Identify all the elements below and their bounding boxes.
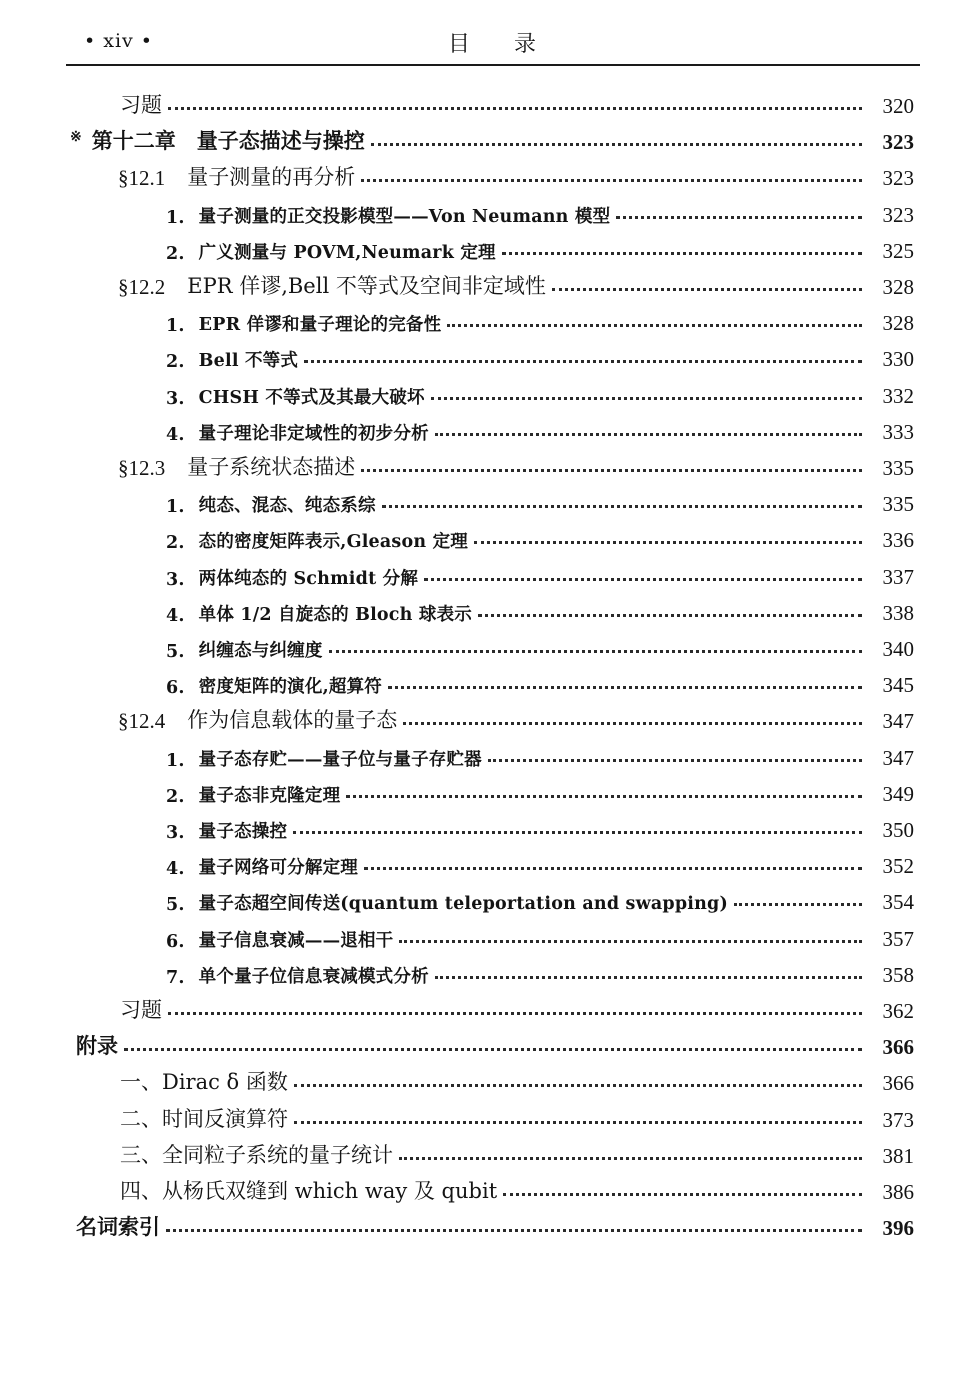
toc-entry-title: CHSH 不等式及其最大破坏	[198, 387, 425, 408]
toc-entry	[70, 121, 914, 155]
toc-entry-number: 4.	[166, 605, 185, 626]
toc-entry	[166, 845, 914, 879]
toc-entry-label	[118, 270, 546, 300]
toc-entry-page: 323	[882, 166, 914, 191]
dot-leader	[616, 216, 862, 219]
toc-entry-page: 335	[882, 492, 914, 517]
toc-entry	[166, 483, 914, 517]
toc-entry-label	[70, 125, 365, 155]
dot-leader	[502, 252, 862, 255]
toc-entry	[166, 302, 914, 336]
toc-entry-title: 态的密度矩阵表示,Gleason 定理	[198, 532, 468, 553]
toc-entry-page: 335	[882, 456, 914, 480]
toc-entry-page: 386	[882, 1180, 914, 1204]
toc-entry	[76, 1207, 914, 1241]
toc-entry-page: 347	[882, 745, 914, 770]
toc-entry	[120, 990, 914, 1024]
header-rule	[66, 64, 920, 66]
toc-entry-label	[166, 673, 382, 698]
toc-entry-page: 366	[882, 1035, 914, 1060]
dot-leader	[734, 903, 862, 906]
toc-entry-title: 量子态非克隆定理	[198, 785, 341, 806]
dot-leader	[488, 759, 862, 762]
toc-entry-page: 338	[882, 600, 914, 625]
toc-entry-title: 量子测量的再分析	[187, 165, 356, 190]
toc-entry-title: 量子系统状态描述	[187, 455, 356, 479]
toc-entry-title: 量子理论非定域性的初步分析	[198, 423, 429, 444]
toc-entry-page: 330	[882, 347, 914, 372]
toc-entry-label	[76, 1211, 160, 1241]
toc-entry-title: 附录	[76, 1033, 118, 1059]
toc-entry-page: 358	[882, 962, 914, 987]
toc-entry-page: 333	[882, 419, 914, 444]
dot-leader	[361, 469, 862, 472]
toc-entry-label	[166, 963, 429, 988]
toc-entry-page: 323	[882, 130, 914, 155]
dot-leader	[474, 541, 862, 544]
toc-entry-title: 量子态操控	[198, 822, 288, 842]
toc-entry-number: 2.	[166, 786, 185, 807]
toc-entry-label	[166, 818, 287, 843]
toc-entry	[166, 556, 914, 590]
toc-entry-title: 量子网络可分解定理	[198, 858, 358, 879]
toc-entry-number: §12.3	[118, 456, 166, 480]
dot-leader	[364, 867, 862, 870]
dot-leader	[403, 722, 862, 725]
toc-entry-title: 单体 1/2 自旋态的 Bloch 球表示	[198, 604, 472, 625]
toc-entry-page: 349	[882, 781, 914, 806]
dot-leader	[168, 1012, 862, 1015]
toc-entry-title: 两体纯态的 Schmidt 分解	[198, 568, 419, 589]
toc-entry-label	[166, 565, 418, 590]
dot-leader	[329, 650, 862, 653]
chapter-mark: ※	[70, 129, 82, 146]
toc-entry-number: 1.	[166, 207, 185, 228]
toc-entry-number: 2.	[166, 533, 185, 554]
toc-entry	[166, 338, 914, 372]
toc-entry-label	[166, 601, 472, 626]
dot-leader	[168, 107, 862, 110]
page-header	[0, 0, 980, 66]
toc-entry-title: 一、Dirac δ 函数	[120, 1070, 288, 1095]
toc-entry-label	[120, 1066, 288, 1096]
toc-entry-label	[166, 239, 496, 264]
toc-entry-page: 320	[882, 94, 914, 118]
toc-entry-page: 357	[882, 926, 914, 951]
toc-entry-title: EPR 佯谬,Bell 不等式及空间非定域性	[187, 274, 546, 298]
toc-entry-label	[166, 420, 429, 445]
toc-entry-label	[166, 854, 358, 879]
dot-leader	[552, 288, 862, 291]
toc-entry	[76, 1026, 914, 1060]
toc-entry	[120, 1062, 914, 1096]
dot-leader	[431, 397, 862, 400]
page-number: • xiv •	[84, 30, 154, 52]
toc-entry-title: 习题	[120, 998, 162, 1022]
dot-leader	[435, 433, 862, 436]
toc-entry-title: 三、全同粒子系统的量子统计	[120, 1142, 393, 1167]
toc-entry	[166, 592, 914, 626]
toc-entry-page: 352	[882, 854, 914, 879]
toc-entry-number: 5.	[166, 642, 185, 662]
toc-entry-number: 7.	[166, 967, 185, 988]
dot-leader	[478, 614, 862, 617]
toc-entry-label	[120, 1139, 393, 1169]
dot-leader	[361, 179, 862, 182]
toc-entry-page: 354	[882, 890, 914, 915]
toc-entry-page: 325	[882, 238, 914, 263]
toc-entry	[166, 954, 914, 988]
toc-entry-number: §12.2	[118, 275, 166, 299]
toc-entry-label	[166, 927, 393, 952]
dot-leader	[382, 505, 862, 508]
toc-entry-title: 习题	[120, 93, 162, 117]
toc-entry	[166, 375, 914, 409]
dot-leader	[424, 578, 862, 581]
toc-entry	[118, 700, 914, 734]
dot-leader	[294, 1121, 862, 1124]
dot-leader	[447, 324, 862, 327]
dot-leader	[304, 360, 862, 363]
toc-entry	[166, 773, 914, 807]
toc-entry-number: 3.	[166, 823, 185, 843]
dot-leader	[388, 686, 862, 689]
toc-entry	[118, 266, 914, 300]
toc-entry-title: 量子态超空间传送(quantum teleportation and swapping)	[198, 894, 728, 915]
toc-entry	[118, 447, 914, 481]
toc-entry-label	[166, 384, 425, 409]
toc-entry-number: 6.	[166, 678, 185, 699]
toc-entry-title: 作为信息载体的量子态	[187, 708, 398, 733]
toc-entry	[166, 809, 914, 843]
toc-entry-number: 2.	[166, 352, 185, 373]
toc-entry-page: 381	[882, 1143, 914, 1168]
toc-entry-label	[166, 782, 340, 807]
toc-entry-number: 3.	[166, 388, 185, 409]
toc-entry	[166, 737, 914, 771]
toc-entry	[120, 1099, 914, 1133]
toc-entry-label	[118, 451, 355, 481]
dot-leader	[294, 1084, 862, 1087]
dot-leader	[503, 1193, 862, 1196]
dot-leader	[124, 1048, 862, 1051]
toc-entry	[166, 230, 914, 264]
toc-entry-title: EPR 佯谬和量子理论的完备性	[198, 315, 442, 336]
dot-leader	[293, 831, 862, 834]
toc-entry-number: 1.	[166, 316, 185, 337]
toc-entry-page: 396	[882, 1216, 914, 1241]
dot-leader	[399, 940, 862, 943]
toc-entry-page: 332	[882, 383, 914, 408]
toc-entry	[166, 519, 914, 553]
toc-entry-label	[166, 311, 441, 336]
toc-entry-number: 2.	[166, 243, 185, 264]
toc-entry-label	[166, 890, 728, 915]
toc-entry-label	[166, 746, 482, 771]
toc-entry	[120, 1171, 914, 1205]
toc-entry-title: 量子测量的正交投影模型——Von Neumann 模型	[198, 206, 611, 227]
toc-entry-title: 名词索引	[76, 1214, 160, 1240]
toc-entry-title: 纠缠态与纠缠度	[198, 641, 323, 661]
toc-entry	[120, 1135, 914, 1169]
toc-entry-label	[120, 89, 162, 119]
toc-entry	[166, 194, 914, 228]
toc-entry-title: 四、从杨氏双缝到 which way 及 qubit	[120, 1179, 498, 1203]
toc-entry-page: 336	[882, 528, 914, 553]
toc-entry-page: 328	[882, 275, 914, 299]
toc-entry	[166, 918, 914, 952]
toc-entry-label	[166, 637, 323, 662]
toc-entry-title: 量子态存贮——量子位与量子存贮器	[198, 749, 482, 770]
toc-entry-page: 328	[882, 311, 914, 336]
toc-entry-label	[120, 1103, 288, 1133]
toc-entry-page: 362	[882, 999, 914, 1023]
toc-entry-title: 量子信息衰减——退相干	[198, 930, 394, 951]
toc-entry-title: 二、时间反演算符	[120, 1106, 288, 1131]
toc-entry-title: 第十二章 量子态描述与操控	[91, 128, 365, 154]
toc-entry	[120, 85, 914, 119]
dot-leader	[166, 1229, 862, 1232]
dot-leader	[435, 976, 862, 979]
dot-leader	[371, 143, 862, 146]
toc-entry	[166, 881, 914, 915]
toc-entry-title: 密度矩阵的演化,超算符	[198, 677, 382, 698]
toc-entry-number: §12.4	[118, 709, 166, 734]
toc-entry-label	[76, 1030, 118, 1060]
toc-entry-page: 337	[882, 564, 914, 589]
toc-entry	[166, 411, 914, 445]
toc-entry-label	[120, 994, 162, 1024]
toc-entry-label	[120, 1175, 497, 1205]
toc-entry-page: 323	[882, 202, 914, 227]
toc-entry-page: 347	[882, 709, 914, 734]
dot-leader	[346, 795, 862, 798]
toc-entry	[166, 628, 914, 662]
toc-entry-label	[166, 203, 610, 228]
toc-entry-label	[118, 161, 355, 191]
toc-entry-number: 4.	[166, 424, 185, 445]
toc-entry-label	[166, 347, 298, 372]
toc-entry-number: 5.	[166, 895, 185, 916]
toc-entry-label	[166, 528, 468, 553]
toc-entry-page: 340	[882, 637, 914, 661]
toc-entry-title: 单个量子位信息衰减模式分析	[198, 966, 429, 987]
toc-entry-page: 350	[882, 818, 914, 842]
toc-entry-title: 纯态、混态、纯态系综	[198, 496, 376, 517]
toc-entry-page: 373	[882, 1107, 914, 1132]
toc-entry	[118, 157, 914, 191]
toc-entry-title: 广义测量与 POVM,Neumark 定理	[198, 242, 496, 263]
toc-entry-number: 3.	[166, 569, 185, 590]
toc-entry-number: 4.	[166, 859, 185, 880]
dot-leader	[399, 1157, 862, 1160]
toc-entry	[166, 664, 914, 698]
toc-entry-label	[166, 492, 376, 517]
toc-entry-number: §12.1	[118, 166, 166, 191]
toc-entry-number: 1.	[166, 497, 185, 518]
running-title: 目录	[448, 32, 581, 57]
toc-entry-page: 345	[882, 673, 914, 698]
toc-entry-page: 366	[882, 1071, 914, 1096]
toc-entry-label	[118, 704, 397, 734]
toc-entry-title: Bell 不等式	[198, 351, 299, 372]
toc-entry-number: 1.	[166, 750, 185, 771]
toc-entry-number: 6.	[166, 931, 185, 952]
